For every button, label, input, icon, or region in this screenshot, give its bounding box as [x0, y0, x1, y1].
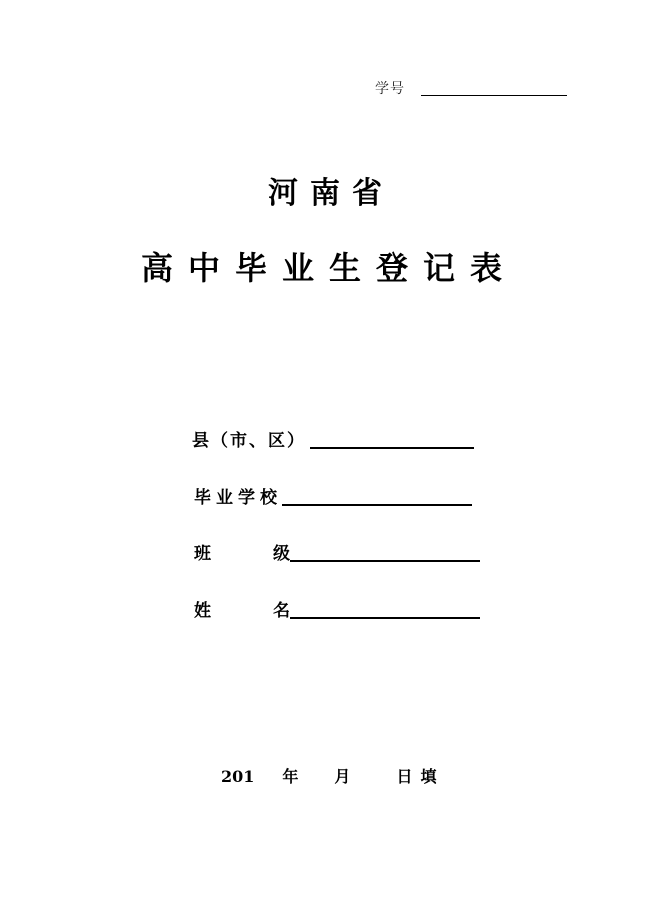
form-title: 高中毕业生登记表 [140, 249, 517, 287]
name-field [194, 596, 480, 621]
class-label [194, 539, 290, 564]
county-field [192, 426, 474, 451]
year-prefix: 201 [221, 767, 255, 786]
day-label: 日 [396, 767, 413, 786]
school-field [194, 483, 472, 508]
school-label: 毕业学校 [194, 488, 282, 508]
student-number-label: 学号 [375, 81, 405, 97]
fill-date-row [221, 764, 436, 787]
class-blank[interactable] [290, 560, 480, 562]
name-label-char-2: 名 [273, 601, 290, 621]
student-number-blank[interactable] [421, 95, 567, 96]
class-label-char-1: 班 [194, 544, 211, 564]
name-blank[interactable] [290, 617, 480, 619]
month-label: 月 [334, 767, 351, 786]
class-field [194, 539, 480, 564]
province-heading: 河南省 [268, 176, 394, 211]
county-label: 县（市、区） [192, 431, 306, 451]
school-blank[interactable] [282, 504, 472, 506]
fill-label: 填 [420, 767, 437, 786]
class-label-char-2: 级 [273, 544, 290, 564]
name-label-char-1: 姓 [194, 601, 211, 621]
county-blank[interactable] [310, 447, 474, 449]
student-number-row [375, 78, 567, 98]
year-label: 年 [282, 767, 299, 786]
name-label [194, 596, 290, 621]
